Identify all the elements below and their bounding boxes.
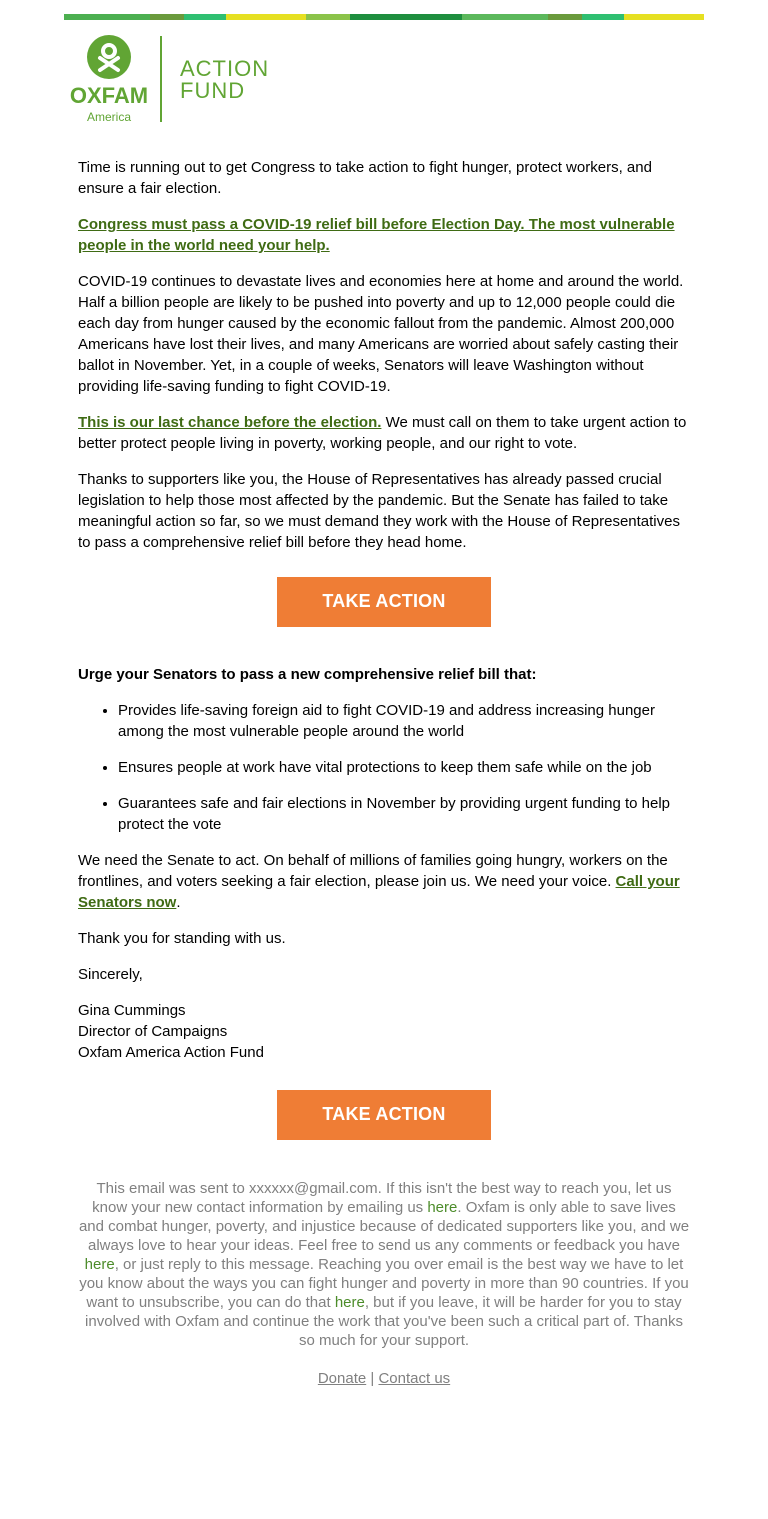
call-text: We need the Senate to act. On behalf of millions of families going hungry, workers on the frontlines, and voters seeking a fair election, please join us. We need your voice. (78, 852, 668, 890)
footer-text: This email was sent to xxxxxx@gmail.com. If this isn't the best way to reach you, let us know your new contact information by emailing us (92, 1180, 672, 1216)
last-chance-paragraph (78, 412, 690, 454)
take-action-button-bottom[interactable]: TAKE ACTION (277, 1090, 491, 1140)
headline-paragraph (78, 214, 690, 256)
signature (78, 1000, 690, 1063)
logo-brand: OXFAM (69, 83, 149, 108)
headline-link[interactable]: Congress must pass a COVID-19 relief bill before Election Day. The most vulnerable people in the world need your help. (78, 216, 675, 254)
signature-org: Oxfam America Action Fund (78, 1044, 264, 1061)
last-chance-link[interactable]: This is our last chance before the election. (78, 414, 382, 431)
donate-link[interactable]: Donate (317, 1370, 367, 1387)
call-senators-link[interactable]: Call your Senators now (78, 873, 680, 911)
covid-paragraph: COVID-19 continues to devastate lives and economies here at home and around the world. Half a billion people are likely to be pushed into poverty and up to 12,000 people could die each day from hunger caused by the economic fallout from the pandemic. Almost 200,000 Americans have lost their lives, and many Americans are worried about safely casting their ballot in November. Yet, in a couple of weeks, Senators will leave Washington without providing life-saving funding to fight COVID-19. (78, 273, 684, 395)
footer-text: , but if you leave, it will be harder for you to stay involved with Oxfam and continue the work that you've been such a critical part of. Thanks so much for your support. (85, 1294, 683, 1349)
footer-disclaimer (78, 1179, 690, 1350)
contact-update-link[interactable]: here (427, 1199, 458, 1216)
oxfam-action-fund-logo[interactable] (69, 34, 278, 124)
urge-heading: Urge your Senators to pass a new comprehensive relief bill that: (78, 666, 537, 683)
list-item: • Guarantees safe and fair elections in November by providing urgent funding to help protect the vote (118, 793, 690, 835)
feedback-link[interactable]: here (84, 1256, 115, 1273)
thanks-paragraph: Thank you for standing with us. (78, 930, 286, 947)
footer-text: . Oxfam is only able to save lives and combat hunger, poverty, and injustice because of dedicated supporters like you, and we always love to hear your ideas. Feel free to send us any comments or feedback you have (78, 1199, 690, 1254)
sincerely-line: Sincerely, (78, 966, 143, 983)
footer (78, 1179, 690, 1388)
footer-text: , or just reply to this message. Reaching you over email is the best way we have to let you know about the ways you can fight hunger and poverty in more than 90 countries. If you want to unsubscribe, you can do that (79, 1256, 689, 1311)
separator: | (370, 1370, 375, 1387)
list-item: • Ensures people at work have vital protections to keep them safe while on the job (118, 757, 690, 778)
signature-name: Gina Cummings (78, 1002, 186, 1019)
email-container (64, 14, 704, 1387)
email-body (78, 157, 690, 1140)
signature-title: Director of Campaigns (78, 1023, 228, 1040)
unsubscribe-link[interactable]: here (334, 1294, 365, 1311)
color-stripe (64, 14, 704, 20)
contact-us-link[interactable]: Contact us (378, 1370, 451, 1387)
house-paragraph: Thanks to supporters like you, the House of Representatives has already passed crucial legislation to help those most affected by the pandemic. But the Senate has failed to take meaningful action so far, so we must demand they work with the House of Representatives to pass a comprehensive relief bill before they head home. (78, 471, 680, 551)
call-end: . (176, 894, 181, 911)
call-paragraph (78, 850, 690, 913)
take-action-button[interactable]: TAKE ACTION (277, 577, 491, 627)
demands-list (78, 700, 690, 835)
intro-paragraph: Time is running out to get Congress to take action to fight hunger, protect workers, and ensure a fair election. (78, 159, 652, 197)
last-chance-text: We must call on them to take urgent action to better protect people living in poverty, working people, and our right to vote. (78, 414, 687, 452)
logo-fund: FUND (180, 78, 246, 103)
logo-sub: America (86, 110, 132, 124)
list-item: • Provides life-saving foreign aid to fight COVID-19 and address increasing hunger among the most vulnerable people around the world (118, 700, 690, 742)
footer-links (78, 1369, 690, 1388)
logo-action: ACTION (180, 56, 270, 81)
